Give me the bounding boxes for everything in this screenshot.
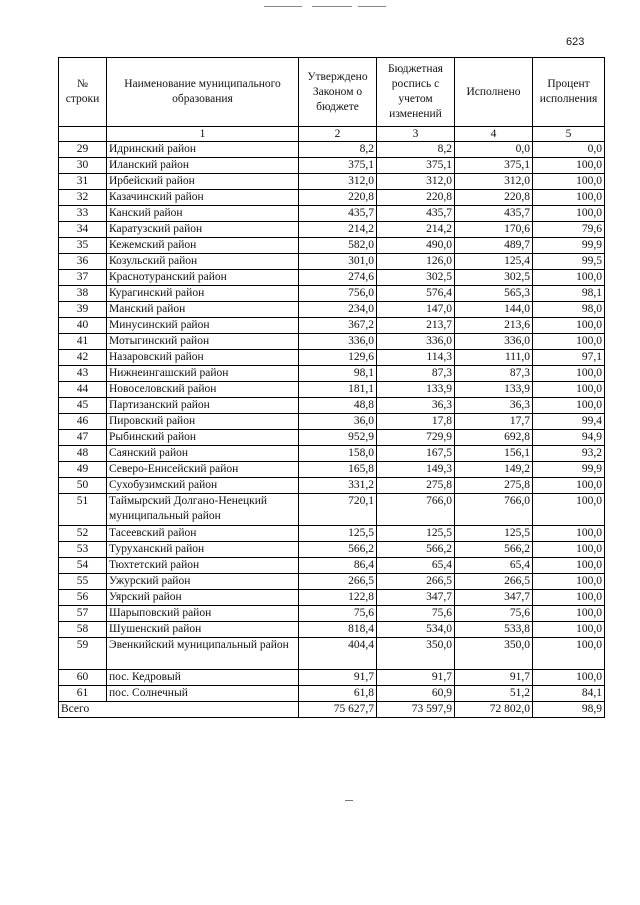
header-row-number: № строки <box>59 58 107 127</box>
table-row <box>59 478 605 494</box>
percent-value: 79,6 <box>533 222 605 238</box>
executed-value: 213,6 <box>455 318 533 334</box>
approved-value: 91,7 <box>299 670 377 686</box>
executed-value: 336,0 <box>455 334 533 350</box>
municipality-name: Курагинский район <box>107 286 299 302</box>
percent-value: 100,0 <box>533 270 605 286</box>
percent-value: 100,0 <box>533 158 605 174</box>
percent-value: 98,0 <box>533 302 605 318</box>
budget-value: 275,8 <box>377 478 455 494</box>
percent-value: 97,1 <box>533 350 605 366</box>
row-number: 42 <box>59 350 107 366</box>
percent-value: 100,0 <box>533 670 605 686</box>
percent-value: 100,0 <box>533 494 605 526</box>
approved-value: 98,1 <box>299 366 377 382</box>
municipality-name: Козульский район <box>107 254 299 270</box>
percent-value: 100,0 <box>533 174 605 190</box>
header-budget-schedule: Бюджетная роспись с учетом изменений <box>377 58 455 127</box>
row-number: 50 <box>59 478 107 494</box>
row-number: 37 <box>59 270 107 286</box>
row-number: 32 <box>59 190 107 206</box>
executed-value: 266,5 <box>455 574 533 590</box>
footer-mark <box>345 800 353 801</box>
municipality-name: Канский район <box>107 206 299 222</box>
municipality-name: Таймырский Долгано-Ненецкий муниципальный район <box>107 494 299 526</box>
row-number: 61 <box>59 686 107 702</box>
table-row <box>59 558 605 574</box>
budget-value: 36,3 <box>377 398 455 414</box>
budget-value: 576,4 <box>377 286 455 302</box>
percent-value: 99,9 <box>533 462 605 478</box>
budget-value: 133,9 <box>377 382 455 398</box>
row-number: 56 <box>59 590 107 606</box>
executed-value: 87,3 <box>455 366 533 382</box>
municipality-name: Нижнеингашский район <box>107 366 299 382</box>
executed-value: 766,0 <box>455 494 533 526</box>
approved-value: 125,5 <box>299 526 377 542</box>
budget-value: 17,8 <box>377 414 455 430</box>
table-row <box>59 398 605 414</box>
total-approved: 75 627,7 <box>299 702 377 718</box>
budget-value: 60,9 <box>377 686 455 702</box>
row-number: 33 <box>59 206 107 222</box>
percent-value: 99,9 <box>533 238 605 254</box>
municipality-name: Северо-Енисейский район <box>107 462 299 478</box>
percent-value: 99,5 <box>533 254 605 270</box>
percent-value: 100,0 <box>533 206 605 222</box>
approved-value: 336,0 <box>299 334 377 350</box>
approved-value: 220,8 <box>299 190 377 206</box>
municipality-name: Мотыгинский район <box>107 334 299 350</box>
approved-value: 756,0 <box>299 286 377 302</box>
column-number: 1 <box>107 127 299 142</box>
top-rule-1 <box>264 6 302 7</box>
executed-value: 312,0 <box>455 174 533 190</box>
budget-value: 114,3 <box>377 350 455 366</box>
municipality-name: Казачинский район <box>107 190 299 206</box>
approved-value: 301,0 <box>299 254 377 270</box>
municipality-name: Тасеевский район <box>107 526 299 542</box>
table-row <box>59 142 605 158</box>
row-number: 59 <box>59 638 107 670</box>
percent-value: 94,9 <box>533 430 605 446</box>
budget-value: 266,5 <box>377 574 455 590</box>
approved-value: 181,1 <box>299 382 377 398</box>
table-body <box>59 142 605 702</box>
table-row <box>59 638 605 670</box>
row-number: 31 <box>59 174 107 190</box>
budget-value: 375,1 <box>377 158 455 174</box>
budget-value: 8,2 <box>377 142 455 158</box>
budget-value: 147,0 <box>377 302 455 318</box>
table-row <box>59 238 605 254</box>
approved-value: 36,0 <box>299 414 377 430</box>
budget-value: 220,8 <box>377 190 455 206</box>
executed-value: 350,0 <box>455 638 533 670</box>
header-execution-percent: Процент исполнения <box>533 58 605 127</box>
column-number-blank <box>59 127 107 142</box>
municipality-name: Новоселовский район <box>107 382 299 398</box>
budget-value: 75,6 <box>377 606 455 622</box>
budget-value: 167,5 <box>377 446 455 462</box>
approved-value: 952,9 <box>299 430 377 446</box>
approved-value: 435,7 <box>299 206 377 222</box>
executed-value: 0,0 <box>455 142 533 158</box>
budget-value: 126,0 <box>377 254 455 270</box>
executed-value: 302,5 <box>455 270 533 286</box>
table-row <box>59 494 605 526</box>
table-row <box>59 574 605 590</box>
percent-value: 100,0 <box>533 382 605 398</box>
approved-value: 234,0 <box>299 302 377 318</box>
budget-value: 336,0 <box>377 334 455 350</box>
row-number: 40 <box>59 318 107 334</box>
budget-value: 91,7 <box>377 670 455 686</box>
row-number: 36 <box>59 254 107 270</box>
table-row <box>59 542 605 558</box>
municipality-name: Идринский район <box>107 142 299 158</box>
municipality-name: Туруханский район <box>107 542 299 558</box>
table-row <box>59 366 605 382</box>
executed-value: 435,7 <box>455 206 533 222</box>
executed-value: 144,0 <box>455 302 533 318</box>
column-number: 2 <box>299 127 377 142</box>
budget-value: 347,7 <box>377 590 455 606</box>
table-row <box>59 270 605 286</box>
budget-value: 149,3 <box>377 462 455 478</box>
municipality-name: Эвенкийский муниципальный район <box>107 638 299 670</box>
executed-value: 566,2 <box>455 542 533 558</box>
table-row <box>59 318 605 334</box>
approved-value: 75,6 <box>299 606 377 622</box>
executed-value: 133,9 <box>455 382 533 398</box>
row-number: 57 <box>59 606 107 622</box>
budget-value: 213,7 <box>377 318 455 334</box>
percent-value: 0,0 <box>533 142 605 158</box>
budget-value: 87,3 <box>377 366 455 382</box>
percent-value: 100,0 <box>533 638 605 670</box>
column-number: 3 <box>377 127 455 142</box>
executed-value: 275,8 <box>455 478 533 494</box>
budget-value: 312,0 <box>377 174 455 190</box>
budget-value: 65,4 <box>377 558 455 574</box>
municipality-name: Партизанский район <box>107 398 299 414</box>
percent-value: 99,4 <box>533 414 605 430</box>
row-number: 45 <box>59 398 107 414</box>
executed-value: 156,1 <box>455 446 533 462</box>
municipality-name: Краснотуранский район <box>107 270 299 286</box>
executed-value: 565,3 <box>455 286 533 302</box>
approved-value: 61,8 <box>299 686 377 702</box>
table-row <box>59 382 605 398</box>
column-number: 5 <box>533 127 605 142</box>
top-rule-2 <box>312 6 352 7</box>
executed-value: 347,7 <box>455 590 533 606</box>
municipality-name: Каратузский район <box>107 222 299 238</box>
row-number: 46 <box>59 414 107 430</box>
municipality-name: Назаровский район <box>107 350 299 366</box>
percent-value: 100,0 <box>533 526 605 542</box>
approved-value: 86,4 <box>299 558 377 574</box>
executed-value: 220,8 <box>455 190 533 206</box>
percent-value: 100,0 <box>533 366 605 382</box>
executed-value: 170,6 <box>455 222 533 238</box>
percent-value: 100,0 <box>533 574 605 590</box>
table-row <box>59 350 605 366</box>
row-number: 34 <box>59 222 107 238</box>
budget-value: 566,2 <box>377 542 455 558</box>
table-row <box>59 174 605 190</box>
percent-value: 93,2 <box>533 446 605 462</box>
budget-execution-table <box>58 57 605 718</box>
budget-value: 350,0 <box>377 638 455 670</box>
row-number: 58 <box>59 622 107 638</box>
municipality-name: Уярский район <box>107 590 299 606</box>
row-number: 43 <box>59 366 107 382</box>
percent-value: 100,0 <box>533 478 605 494</box>
table-row <box>59 606 605 622</box>
row-number: 30 <box>59 158 107 174</box>
table-header-row <box>59 58 605 127</box>
table-row <box>59 206 605 222</box>
table-row <box>59 526 605 542</box>
percent-value: 84,1 <box>533 686 605 702</box>
row-number: 44 <box>59 382 107 398</box>
municipality-name: Шушенский район <box>107 622 299 638</box>
table-row <box>59 590 605 606</box>
row-number: 29 <box>59 142 107 158</box>
table-row <box>59 670 605 686</box>
row-number: 54 <box>59 558 107 574</box>
approved-value: 720,1 <box>299 494 377 526</box>
table-row <box>59 414 605 430</box>
column-number-row <box>59 127 605 142</box>
approved-value: 818,4 <box>299 622 377 638</box>
executed-value: 692,8 <box>455 430 533 446</box>
header-executed: Исполнено <box>455 58 533 127</box>
table-row <box>59 430 605 446</box>
approved-value: 214,2 <box>299 222 377 238</box>
percent-value: 100,0 <box>533 334 605 350</box>
approved-value: 8,2 <box>299 142 377 158</box>
page-number: 623 <box>566 36 585 48</box>
column-number: 4 <box>455 127 533 142</box>
municipality-name: пос. Солнечный <box>107 686 299 702</box>
municipality-name: Пировский район <box>107 414 299 430</box>
municipality-name: Сухобузимский район <box>107 478 299 494</box>
row-number: 39 <box>59 302 107 318</box>
executed-value: 125,5 <box>455 526 533 542</box>
municipality-name: Иланский район <box>107 158 299 174</box>
approved-value: 129,6 <box>299 350 377 366</box>
approved-value: 566,2 <box>299 542 377 558</box>
table-row <box>59 190 605 206</box>
executed-value: 111,0 <box>455 350 533 366</box>
row-number: 51 <box>59 494 107 526</box>
row-number: 49 <box>59 462 107 478</box>
table-row <box>59 622 605 638</box>
table-row <box>59 302 605 318</box>
percent-value: 100,0 <box>533 398 605 414</box>
table-row <box>59 462 605 478</box>
executed-value: 91,7 <box>455 670 533 686</box>
row-number: 60 <box>59 670 107 686</box>
municipality-name: Минусинский район <box>107 318 299 334</box>
top-rule-3 <box>358 6 386 7</box>
municipality-name: Тюхтетский район <box>107 558 299 574</box>
approved-value: 331,2 <box>299 478 377 494</box>
municipality-name: пос. Кедровый <box>107 670 299 686</box>
municipality-name: Кежемский район <box>107 238 299 254</box>
percent-value: 100,0 <box>533 606 605 622</box>
percent-value: 98,1 <box>533 286 605 302</box>
approved-value: 266,5 <box>299 574 377 590</box>
percent-value: 100,0 <box>533 622 605 638</box>
row-number: 48 <box>59 446 107 462</box>
approved-value: 48,8 <box>299 398 377 414</box>
budget-value: 302,5 <box>377 270 455 286</box>
percent-value: 100,0 <box>533 190 605 206</box>
budget-value: 490,0 <box>377 238 455 254</box>
executed-value: 533,8 <box>455 622 533 638</box>
executed-value: 65,4 <box>455 558 533 574</box>
table-row <box>59 158 605 174</box>
percent-value: 100,0 <box>533 542 605 558</box>
approved-value: 312,0 <box>299 174 377 190</box>
approved-value: 165,8 <box>299 462 377 478</box>
percent-value: 100,0 <box>533 318 605 334</box>
row-number: 55 <box>59 574 107 590</box>
approved-value: 367,2 <box>299 318 377 334</box>
row-number: 35 <box>59 238 107 254</box>
approved-value: 122,8 <box>299 590 377 606</box>
header-approved: Утверждено Законом о бюджете <box>299 58 377 127</box>
executed-value: 375,1 <box>455 158 533 174</box>
municipality-name: Манский район <box>107 302 299 318</box>
row-number: 47 <box>59 430 107 446</box>
municipality-name: Шарыповский район <box>107 606 299 622</box>
row-number: 41 <box>59 334 107 350</box>
table-row <box>59 222 605 238</box>
approved-value: 582,0 <box>299 238 377 254</box>
approved-value: 404,4 <box>299 638 377 670</box>
executed-value: 149,2 <box>455 462 533 478</box>
row-number: 53 <box>59 542 107 558</box>
budget-value: 214,2 <box>377 222 455 238</box>
approved-value: 158,0 <box>299 446 377 462</box>
executed-value: 36,3 <box>455 398 533 414</box>
approved-value: 274,6 <box>299 270 377 286</box>
total-row <box>59 702 605 718</box>
executed-value: 125,4 <box>455 254 533 270</box>
budget-value: 435,7 <box>377 206 455 222</box>
executed-value: 75,6 <box>455 606 533 622</box>
executed-value: 51,2 <box>455 686 533 702</box>
table-row <box>59 334 605 350</box>
row-number: 38 <box>59 286 107 302</box>
executed-value: 489,7 <box>455 238 533 254</box>
total-percent: 98,9 <box>533 702 605 718</box>
header-municipality-name: Наименование муниципального образования <box>107 58 299 127</box>
percent-value: 100,0 <box>533 590 605 606</box>
municipality-name: Саянский район <box>107 446 299 462</box>
municipality-name: Ирбейский район <box>107 174 299 190</box>
percent-value: 100,0 <box>533 558 605 574</box>
total-executed: 72 802,0 <box>455 702 533 718</box>
total-budget: 73 597,9 <box>377 702 455 718</box>
budget-value: 766,0 <box>377 494 455 526</box>
budget-value: 534,0 <box>377 622 455 638</box>
approved-value: 375,1 <box>299 158 377 174</box>
executed-value: 17,7 <box>455 414 533 430</box>
table-row <box>59 286 605 302</box>
budget-value: 729,9 <box>377 430 455 446</box>
total-label: Всего <box>59 702 299 718</box>
budget-value: 125,5 <box>377 526 455 542</box>
municipality-name: Ужурский район <box>107 574 299 590</box>
table-row <box>59 254 605 270</box>
table-row <box>59 446 605 462</box>
municipality-name: Рыбинский район <box>107 430 299 446</box>
row-number: 52 <box>59 526 107 542</box>
table-row <box>59 686 605 702</box>
